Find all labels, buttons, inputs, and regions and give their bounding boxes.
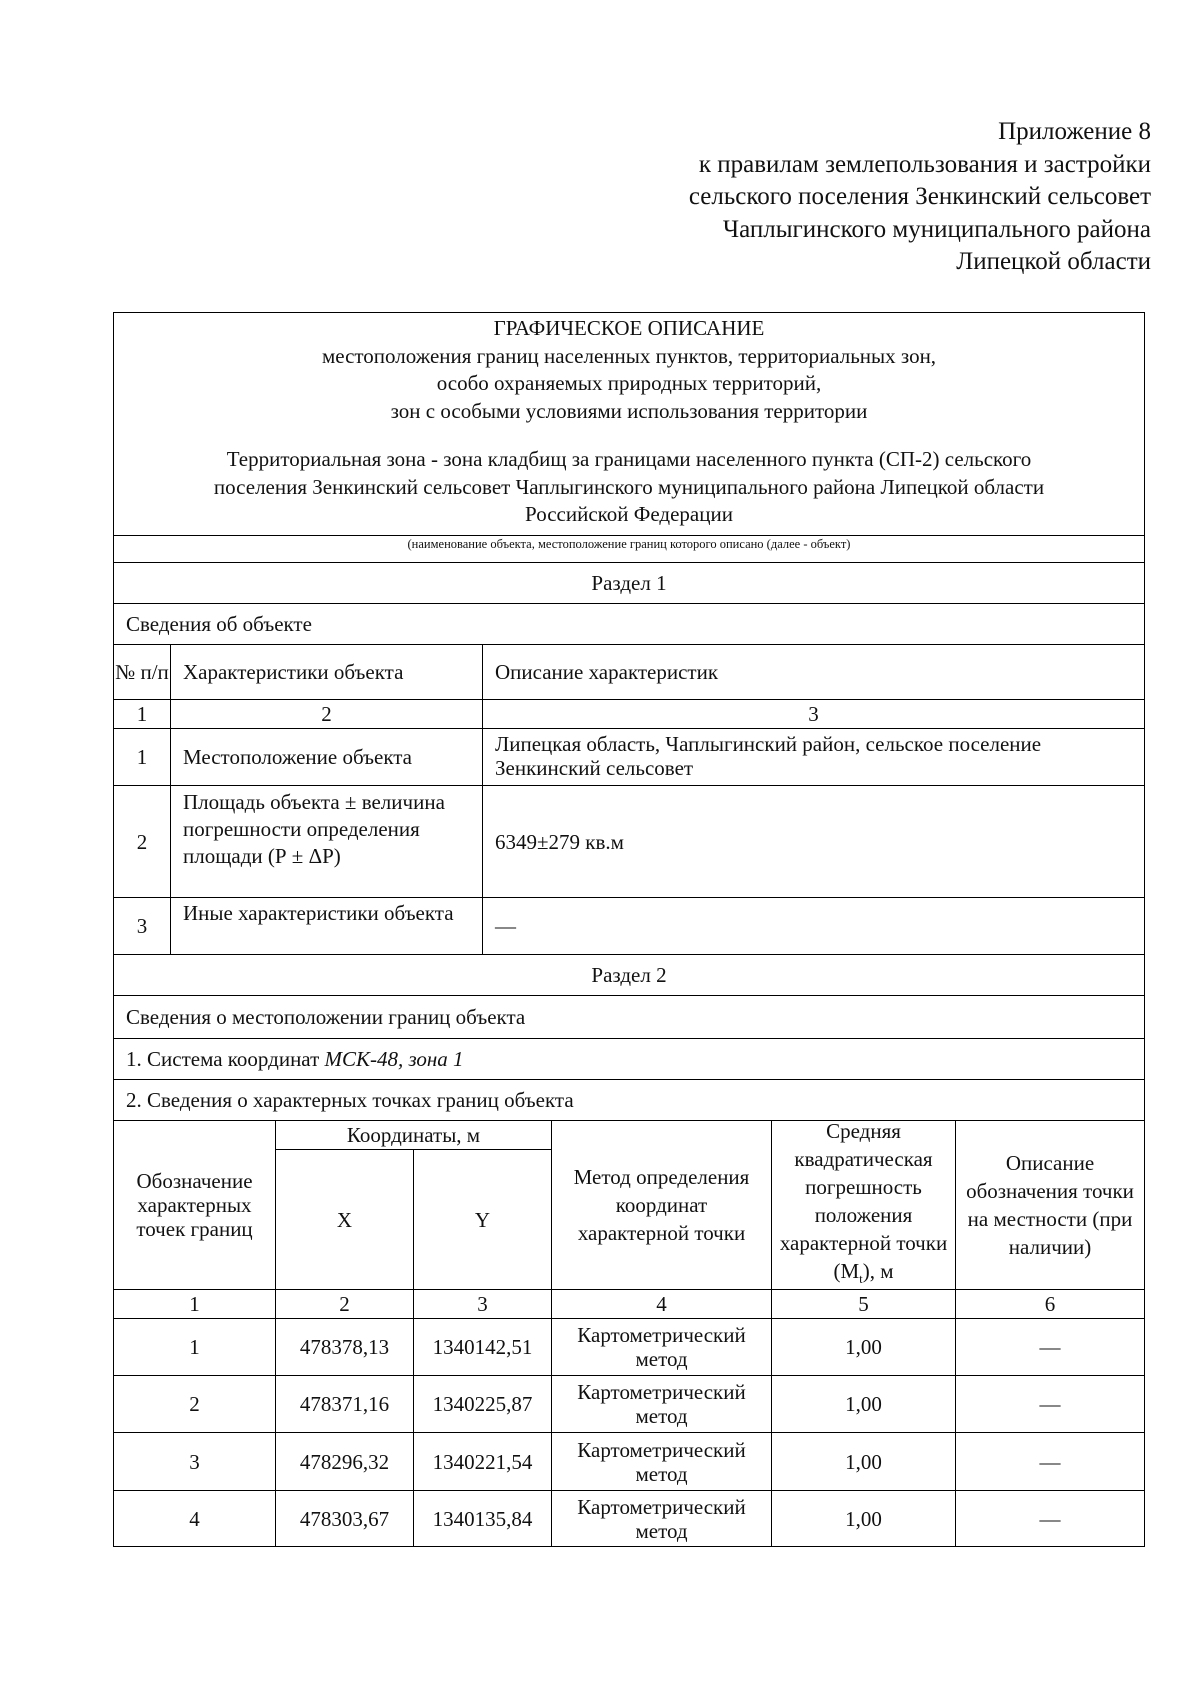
point-x: 478303,67 bbox=[275, 1490, 414, 1547]
hdr-error-text: Средняя квадратическая погрешность положения характерной точки (M bbox=[779, 1118, 948, 1283]
point-id: 2 bbox=[113, 1375, 276, 1433]
row-description: — bbox=[482, 897, 1145, 955]
col-number: 2 bbox=[170, 699, 483, 729]
hdr-point-designation: Обозначение характерных точек границ bbox=[113, 1120, 276, 1290]
graphic-description-form bbox=[113, 312, 1145, 1557]
point-id: 3 bbox=[113, 1432, 276, 1491]
row-characteristic: Местоположение объекта bbox=[170, 728, 483, 786]
point-error: 1,00 bbox=[771, 1318, 956, 1376]
point-id: 4 bbox=[113, 1490, 276, 1547]
hdr-coordinates: Координаты, м bbox=[275, 1120, 552, 1150]
col-header-no: № п/п bbox=[113, 644, 171, 700]
row-characteristic: Площадь объекта ± величина погрешности определения площади (Р ± ΔР) bbox=[170, 785, 483, 898]
col-number: 6 bbox=[955, 1289, 1145, 1319]
form-header bbox=[113, 312, 1145, 536]
hdr-error-text-end: ), м bbox=[862, 1258, 894, 1283]
col-number: 5 bbox=[771, 1289, 956, 1319]
form-subtitle: местоположения границ населенных пунктов, территориальных зон, bbox=[321, 343, 937, 368]
hdr-error-subscript: t bbox=[859, 1271, 863, 1287]
point-method: Картометрический метод bbox=[551, 1318, 772, 1376]
form-subtitle: особо охраняемых природных территорий, bbox=[436, 371, 822, 395]
hdr-x: X bbox=[275, 1149, 414, 1290]
zone-name: поселения Зенкинский сельсовет Чаплыгинского муниципального района Липецкой области bbox=[213, 474, 1045, 499]
row-description: 6349±279 кв.м bbox=[482, 785, 1145, 898]
appendix-line: Приложение 8 bbox=[998, 118, 1151, 145]
row-no: 2 bbox=[113, 785, 171, 898]
form-subtitle: зон с особыми условиями использования территории bbox=[390, 398, 868, 423]
section2-title: Раздел 2 bbox=[113, 954, 1145, 996]
zone-name: Российской Федерации bbox=[525, 502, 733, 526]
point-x: 478378,13 bbox=[275, 1318, 414, 1376]
row-no: 3 bbox=[113, 897, 171, 955]
point-method: Картометрический метод bbox=[551, 1375, 772, 1433]
point-y: 1340221,54 bbox=[413, 1432, 552, 1491]
col-number: 2 bbox=[275, 1289, 414, 1319]
point-description: — bbox=[955, 1490, 1145, 1547]
col-number: 1 bbox=[113, 699, 171, 729]
point-y: 1340225,87 bbox=[413, 1375, 552, 1433]
point-error: 1,00 bbox=[771, 1490, 956, 1547]
hdr-y: Y bbox=[413, 1149, 552, 1290]
point-y: 1340142,51 bbox=[413, 1318, 552, 1376]
point-x: 478296,32 bbox=[275, 1432, 414, 1491]
point-error: 1,00 bbox=[771, 1432, 956, 1491]
coord-system bbox=[113, 1038, 1145, 1080]
point-method: Картометрический метод bbox=[551, 1490, 772, 1547]
row-characteristic: Иные характеристики объекта bbox=[170, 897, 483, 955]
point-error: 1,00 bbox=[771, 1375, 956, 1433]
point-x: 478371,16 bbox=[275, 1375, 414, 1433]
appendix-line: к правилам землепользования и застройки bbox=[698, 150, 1151, 178]
col-header-characteristic: Характеристики объекта bbox=[170, 644, 483, 700]
section1-subtitle: Сведения об объекте bbox=[113, 603, 1145, 645]
appendix-line: Чаплыгинского муниципального района bbox=[722, 215, 1151, 243]
coord-system-label: 1. Система координат bbox=[126, 1047, 320, 1071]
section2-subtitle: Сведения о местоположении границ объекта bbox=[113, 995, 1145, 1039]
form-title: ГРАФИЧЕСКОЕ ОПИСАНИЕ bbox=[493, 316, 765, 340]
appendix-header bbox=[689, 116, 1151, 279]
point-y: 1340135,84 bbox=[413, 1490, 552, 1547]
col-number: 3 bbox=[413, 1289, 552, 1319]
row-no: 1 bbox=[113, 728, 171, 786]
point-method: Картометрический метод bbox=[551, 1432, 772, 1491]
appendix-line: Липецкой области bbox=[956, 248, 1151, 275]
col-header-description: Описание характеристик bbox=[482, 644, 1145, 700]
col-number: 3 bbox=[482, 699, 1145, 729]
object-name-note: (наименование объекта, местоположение границ которого описано (далее - объект) bbox=[113, 535, 1145, 563]
hdr-method: Метод определения координат характерной точки bbox=[551, 1120, 772, 1290]
hdr-error bbox=[771, 1120, 956, 1290]
point-description: — bbox=[955, 1318, 1145, 1376]
appendix-line: сельского поселения Зенкинский сельсовет bbox=[688, 183, 1151, 210]
col-number: 4 bbox=[551, 1289, 772, 1319]
points-title: 2. Сведения о характерных точках границ объекта bbox=[113, 1079, 1145, 1121]
row-description: Липецкая область, Чаплыгинский район, сельское поселение Зенкинский сельсовет bbox=[482, 728, 1145, 786]
col-number: 1 bbox=[113, 1289, 276, 1319]
hdr-point-description: Описание обозначения точки на местности (при наличии) bbox=[955, 1120, 1145, 1290]
section1-title: Раздел 1 bbox=[113, 562, 1145, 604]
point-description: — bbox=[955, 1432, 1145, 1491]
coord-system-value: МСК-48, зона 1 bbox=[324, 1047, 464, 1071]
point-id: 1 bbox=[113, 1318, 276, 1376]
point-description: — bbox=[955, 1375, 1145, 1433]
zone-name: Территориальная зона - зона кладбищ за границами населенного пункта (СП-2) сельского bbox=[226, 447, 1032, 471]
